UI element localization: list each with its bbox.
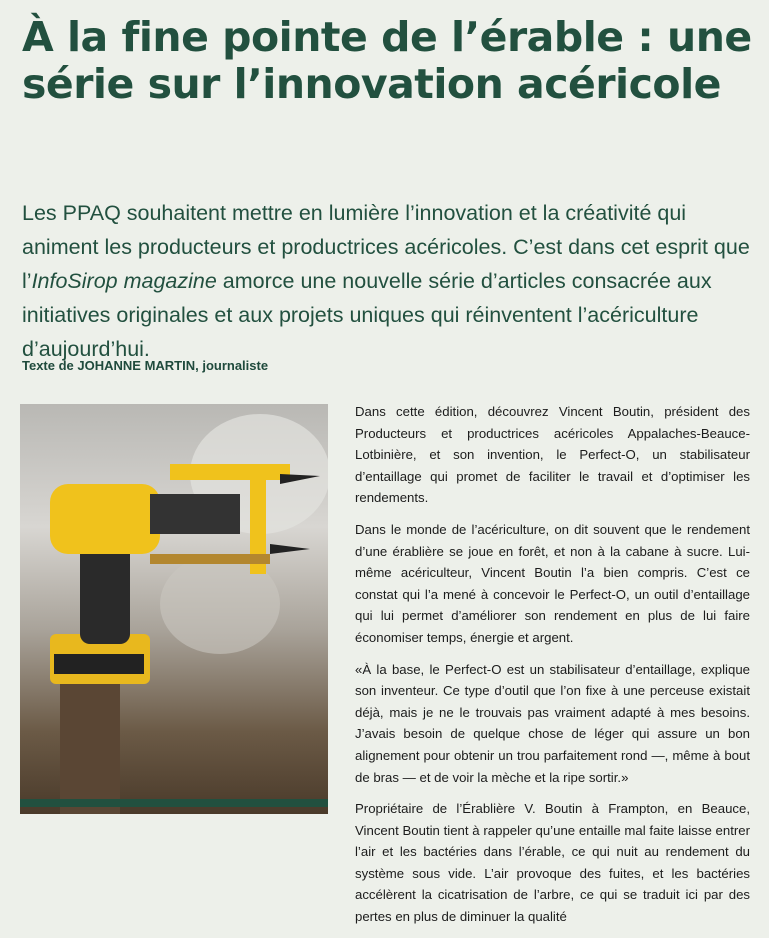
paragraph: Propriétaire de l’Érablière V. Boutin à Frampton, en Beauce, Vincent Boutin tient à rappeler qu’une entaille mal faite laisse entrer l’air et les bactéries dans l’érable, ce qui nuit au rendement du système sous vide. L’air provoque des fuites, et les bactéries accélèrent la cicatrisation de l’arbre, ce qui se traduit ici par des pertes en plus de diminuer la qualité [355, 801, 750, 925]
paragraph: Dans le monde de l’acériculture, on dit souvent que le rendement d’une érablière se joue en forêt, et non à la cabane à sucre. Lui-même acériculteur, Vincent Boutin l’a bien compris. C’est ce constat qui l’a mené à concevoir le Perfect-O, un outil d’entaillage qui lui permet d’améliorer son rendement en plus de lui faire économiser temps, énergie et argent. [355, 521, 750, 645]
magazine-name: InfoSirop magazine [31, 269, 217, 293]
paragraph: «À la base, le Perfect-O est un stabilisateur d’entaillage, explique son inventeur. Ce type d’outil que l’on fixe à une perceuse existait déjà, mais je ne le trouvais pas vraiment adapté à mes besoins. J’avais besoin de quelque chose de léger qui assure un bon alignement pour obtenir un trou parfaitement rond —, même à bout de bras — et de voir la mèche et la ripe sortir.» [355, 661, 750, 785]
paragraph: Dans cette édition, découvrez Vincent Boutin, président des Producteurs et productrices acéricoles Appalaches-Beauce-Lotbinière, et son invention, le Perfect-O, un stabilisateur d’entaillage qui promet de faciliter le travail et d’optimiser les rendements. [355, 404, 750, 506]
article-intro [22, 196, 757, 366]
drill-photo-illustration [20, 404, 328, 814]
intro-text: Les PPAQ souhaitent mettre en lumière l’innovation et la créativité qui animent les producteurs et productrices acéricoles. C’est dans cet esprit que l’ [22, 201, 750, 293]
article-body [355, 401, 750, 938]
photo-caption-bar [20, 799, 328, 807]
article-title: À la fine pointe de l’érable : une série sur l’innovation acéricole [22, 13, 752, 108]
intro-text-end: amorce une nouvelle série d’articles consacrée aux initiatives originales et aux projets uniques qui réinventent l’acériculture d’aujourd’hui. [22, 269, 712, 361]
article-photo [20, 404, 328, 814]
byline: Texte de JOHANNE MARTIN, journaliste [22, 358, 269, 373]
